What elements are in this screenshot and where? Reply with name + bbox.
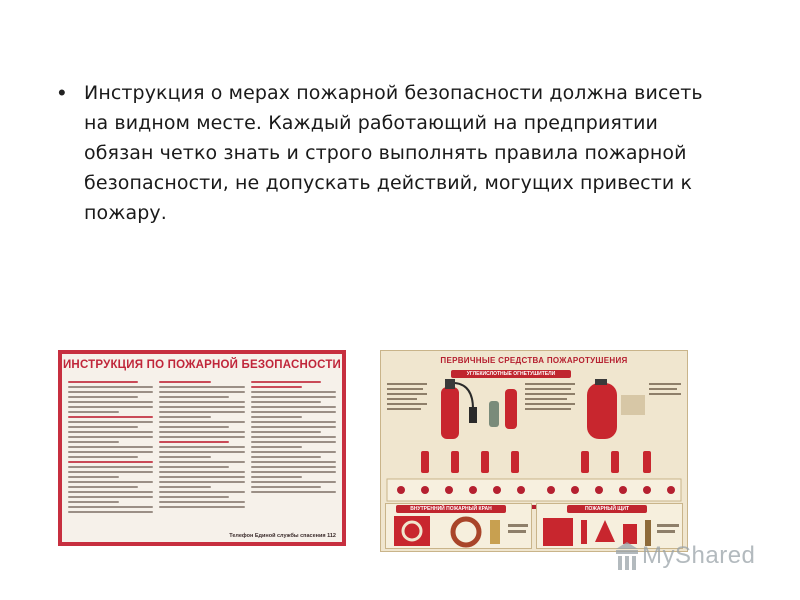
fire-hose-icon (386, 514, 532, 549)
section-label-text: ПОЖАРНЫЙ ЩИТ (584, 506, 630, 512)
fire-extinguisher-icon (441, 379, 477, 439)
bullet-symbol: • (58, 80, 66, 105)
poster-title: ПЕРВИЧНЫЕ СРЕДСТВА ПОЖАРОТУШЕНИЯ (440, 355, 628, 365)
section-label (567, 505, 647, 513)
watermark-text: MyShared (642, 542, 756, 569)
section-label (451, 370, 571, 378)
fire-extinguishing-means-poster (380, 350, 688, 552)
poster-title: ИНСТРУКЦИЯ ПО ПОЖАРНОЙ БЕЗОПАСНОСТИ (62, 359, 342, 371)
watermark (612, 540, 755, 572)
fire-safety-instruction-poster (58, 350, 346, 546)
fire-hydrant-panel (385, 503, 532, 549)
poster-column-1 (68, 378, 153, 522)
myshared-logo-icon (612, 540, 642, 572)
bullet-text: Инструкция о мерах пожарной безопасности должна висеть на видном месте. Каждый работающий на предприятии обязан четко знать и строго выполнять правила пожарной безопасности, не допускать действий, могущих привести к пожару. (84, 82, 703, 224)
poster-header (381, 351, 687, 369)
poster-column-2 (159, 378, 244, 522)
section-label (396, 505, 506, 513)
fire-extinguisher-icon (587, 379, 645, 439)
poster-text-columns (68, 378, 336, 522)
poster-header (62, 354, 342, 376)
section-label-text: УГЛЕКИСЛОТНЫЕ ОГНЕТУШИТЕЛИ (466, 371, 556, 377)
section-label-text: ВНУТРЕННИЙ ПОЖАРНЫЙ КРАН (410, 506, 492, 512)
poster-column-3 (251, 378, 336, 522)
poster-footer: Телефон Единой службы спасения 112 (229, 533, 336, 539)
bullet-item (58, 78, 708, 228)
